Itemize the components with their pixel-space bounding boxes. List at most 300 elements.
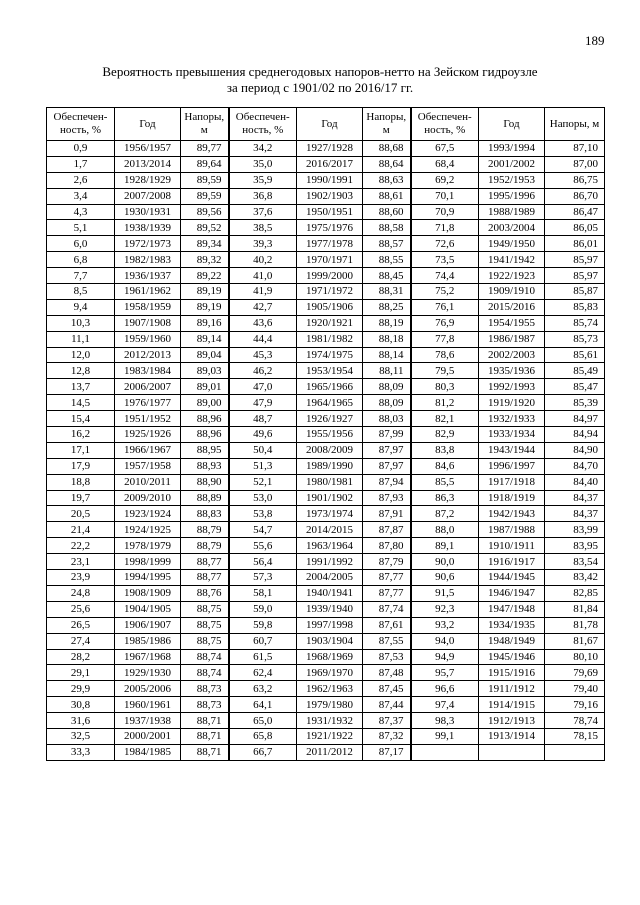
table-row	[47, 204, 605, 220]
cell-provision: 83,8	[411, 442, 479, 458]
cell-provision: 3,4	[47, 188, 115, 204]
cell-year: 1992/1993	[479, 379, 545, 395]
header-provision-3: Обеспечен-ность, %	[411, 108, 479, 141]
cell-head: 87,99	[363, 427, 411, 443]
cell-head: 88,63	[363, 172, 411, 188]
table-row	[47, 617, 605, 633]
table-row	[47, 188, 605, 204]
cell-head: 89,22	[181, 268, 229, 284]
cell-head: 88,61	[363, 188, 411, 204]
cell-provision: 56,4	[229, 554, 297, 570]
cell-year	[479, 744, 545, 760]
cell-head: 88,96	[181, 411, 229, 427]
cell-year: 2012/2013	[115, 347, 181, 363]
cell-provision: 39,3	[229, 236, 297, 252]
cell-year: 1923/1924	[115, 506, 181, 522]
cell-provision: 52,1	[229, 474, 297, 490]
table-row	[47, 506, 605, 522]
cell-head: 88,45	[363, 268, 411, 284]
cell-head: 85,47	[545, 379, 605, 395]
cell-provision: 25,6	[47, 601, 115, 617]
cell-year: 2016/2017	[297, 156, 363, 172]
cell-year: 1920/1921	[297, 315, 363, 331]
table-row	[47, 141, 605, 157]
table-row	[47, 236, 605, 252]
cell-provision: 10,3	[47, 315, 115, 331]
cell-provision: 89,1	[411, 538, 479, 554]
cell-head: 88,76	[181, 585, 229, 601]
cell-provision	[411, 744, 479, 760]
cell-head: 88,73	[181, 697, 229, 713]
cell-year: 1942/1943	[479, 506, 545, 522]
cell-provision: 12,8	[47, 363, 115, 379]
cell-year: 1915/1916	[479, 665, 545, 681]
cell-provision: 46,2	[229, 363, 297, 379]
cell-head: 84,94	[545, 427, 605, 443]
cell-head: 87,94	[363, 474, 411, 490]
cell-provision: 21,4	[47, 522, 115, 538]
cell-year: 2006/2007	[115, 379, 181, 395]
cell-provision: 82,1	[411, 411, 479, 427]
cell-head: 86,47	[545, 204, 605, 220]
cell-year: 1933/1934	[479, 427, 545, 443]
cell-head: 85,83	[545, 299, 605, 315]
cell-provision: 6,0	[47, 236, 115, 252]
cell-head: 88,77	[181, 554, 229, 570]
cell-head: 81,78	[545, 617, 605, 633]
cell-year: 1921/1922	[297, 728, 363, 744]
table-row	[47, 744, 605, 760]
cell-head: 88,83	[181, 506, 229, 522]
cell-head: 86,05	[545, 220, 605, 236]
cell-provision: 51,3	[229, 458, 297, 474]
cell-provision: 33,3	[47, 744, 115, 760]
cell-year: 1962/1963	[297, 681, 363, 697]
cell-provision: 24,8	[47, 585, 115, 601]
cell-provision: 35,9	[229, 172, 297, 188]
cell-year: 1984/1985	[115, 744, 181, 760]
cell-provision: 71,8	[411, 220, 479, 236]
cell-year: 2003/2004	[479, 220, 545, 236]
cell-year: 1957/1958	[115, 458, 181, 474]
cell-head: 88,75	[181, 601, 229, 617]
cell-year: 1939/1940	[297, 601, 363, 617]
cell-head: 89,00	[181, 395, 229, 411]
cell-provision: 50,4	[229, 442, 297, 458]
cell-provision: 88,0	[411, 522, 479, 538]
cell-year: 1909/1910	[479, 284, 545, 300]
cell-head: 89,04	[181, 347, 229, 363]
cell-provision: 45,3	[229, 347, 297, 363]
cell-head: 88,58	[363, 220, 411, 236]
cell-provision: 41,9	[229, 284, 297, 300]
cell-provision: 26,5	[47, 617, 115, 633]
cell-year: 1916/1917	[479, 554, 545, 570]
cell-head: 88,74	[181, 665, 229, 681]
cell-year: 1941/1942	[479, 252, 545, 268]
cell-head: 89,16	[181, 315, 229, 331]
cell-head: 78,74	[545, 713, 605, 729]
cell-year: 1930/1931	[115, 204, 181, 220]
table-row	[47, 728, 605, 744]
cell-year: 1993/1994	[479, 141, 545, 157]
cell-head: 83,95	[545, 538, 605, 554]
cell-head: 84,90	[545, 442, 605, 458]
cell-head: 88,75	[181, 633, 229, 649]
cell-head: 87,53	[363, 649, 411, 665]
table-row	[47, 347, 605, 363]
cell-year: 1973/1974	[297, 506, 363, 522]
cell-year: 1981/1982	[297, 331, 363, 347]
table-body	[47, 141, 605, 761]
cell-head: 88,79	[181, 538, 229, 554]
cell-provision: 57,3	[229, 570, 297, 586]
cell-head: 79,16	[545, 697, 605, 713]
cell-year: 1910/1911	[479, 538, 545, 554]
cell-head: 88,75	[181, 617, 229, 633]
cell-head: 84,97	[545, 411, 605, 427]
cell-head: 88,57	[363, 236, 411, 252]
cell-provision: 30,8	[47, 697, 115, 713]
cell-year: 1996/1997	[479, 458, 545, 474]
header-head-2: Напоры, м	[363, 108, 411, 141]
cell-head: 89,32	[181, 252, 229, 268]
table-row	[47, 697, 605, 713]
table-row	[47, 379, 605, 395]
table-row	[47, 585, 605, 601]
cell-year: 1964/1965	[297, 395, 363, 411]
cell-head: 85,73	[545, 331, 605, 347]
table-row	[47, 315, 605, 331]
cell-head: 87,97	[363, 458, 411, 474]
cell-head: 88,74	[181, 649, 229, 665]
cell-head: 86,75	[545, 172, 605, 188]
cell-provision: 13,7	[47, 379, 115, 395]
cell-provision: 29,1	[47, 665, 115, 681]
cell-head: 80,10	[545, 649, 605, 665]
cell-year: 1994/1995	[115, 570, 181, 586]
cell-year: 1913/1914	[479, 728, 545, 744]
cell-provision: 93,2	[411, 617, 479, 633]
title-line-1: Вероятность превышения среднегодовых напоров-нетто на Зейском гидроузле	[102, 64, 538, 79]
cell-year: 1928/1929	[115, 172, 181, 188]
cell-provision: 78,6	[411, 347, 479, 363]
cell-year: 1998/1999	[115, 554, 181, 570]
cell-head: 84,37	[545, 490, 605, 506]
cell-year: 1931/1932	[297, 713, 363, 729]
cell-year: 1965/1966	[297, 379, 363, 395]
table-row	[47, 570, 605, 586]
cell-year: 2010/2011	[115, 474, 181, 490]
cell-provision: 70,1	[411, 188, 479, 204]
cell-provision: 0,9	[47, 141, 115, 157]
cell-head: 89,03	[181, 363, 229, 379]
cell-year: 2007/2008	[115, 188, 181, 204]
cell-head: 87,48	[363, 665, 411, 681]
cell-head: 83,99	[545, 522, 605, 538]
cell-year: 1988/1989	[479, 204, 545, 220]
cell-year: 1958/1959	[115, 299, 181, 315]
cell-year: 1975/1976	[297, 220, 363, 236]
cell-year: 1966/1967	[115, 442, 181, 458]
cell-year: 1912/1913	[479, 713, 545, 729]
cell-provision: 91,5	[411, 585, 479, 601]
table-row	[47, 395, 605, 411]
cell-head: 88,71	[181, 728, 229, 744]
cell-head: 89,64	[181, 156, 229, 172]
cell-provision: 72,6	[411, 236, 479, 252]
cell-head: 85,97	[545, 268, 605, 284]
cell-provision: 97,4	[411, 697, 479, 713]
cell-head: 82,85	[545, 585, 605, 601]
cell-provision: 15,4	[47, 411, 115, 427]
cell-year: 1963/1964	[297, 538, 363, 554]
cell-provision: 2,6	[47, 172, 115, 188]
cell-year: 1959/1960	[115, 331, 181, 347]
cell-year: 1906/1907	[115, 617, 181, 633]
cell-year: 1968/1969	[297, 649, 363, 665]
cell-provision: 68,4	[411, 156, 479, 172]
cell-provision: 1,7	[47, 156, 115, 172]
cell-head: 87,10	[545, 141, 605, 157]
cell-year: 1901/1902	[297, 490, 363, 506]
cell-year: 1954/1955	[479, 315, 545, 331]
cell-provision: 80,3	[411, 379, 479, 395]
cell-year: 1945/1946	[479, 649, 545, 665]
cell-provision: 14,5	[47, 395, 115, 411]
cell-year: 1982/1983	[115, 252, 181, 268]
cell-head: 87,37	[363, 713, 411, 729]
cell-year: 1917/1918	[479, 474, 545, 490]
cell-head: 87,61	[363, 617, 411, 633]
cell-head: 88,09	[363, 379, 411, 395]
table-row	[47, 427, 605, 443]
cell-year: 1940/1941	[297, 585, 363, 601]
cell-head: 87,00	[545, 156, 605, 172]
cell-provision: 73,5	[411, 252, 479, 268]
cell-head: 88,96	[181, 427, 229, 443]
cell-year: 1907/1908	[115, 315, 181, 331]
cell-provision: 38,5	[229, 220, 297, 236]
cell-head: 88,14	[363, 347, 411, 363]
table-row	[47, 665, 605, 681]
cell-head: 83,42	[545, 570, 605, 586]
cell-provision: 77,8	[411, 331, 479, 347]
cell-year: 1951/1952	[115, 411, 181, 427]
cell-head: 87,79	[363, 554, 411, 570]
cell-head: 88,18	[363, 331, 411, 347]
cell-year: 1919/1920	[479, 395, 545, 411]
cell-provision: 7,7	[47, 268, 115, 284]
cell-provision: 66,7	[229, 744, 297, 760]
cell-year: 1946/1947	[479, 585, 545, 601]
table-row	[47, 442, 605, 458]
cell-year: 1903/1904	[297, 633, 363, 649]
table-row	[47, 156, 605, 172]
cell-provision: 67,5	[411, 141, 479, 157]
table-row	[47, 172, 605, 188]
cell-head: 89,01	[181, 379, 229, 395]
cell-year: 1969/1970	[297, 665, 363, 681]
cell-year: 1960/1961	[115, 697, 181, 713]
table-row	[47, 474, 605, 490]
cell-head: 81,84	[545, 601, 605, 617]
cell-provision: 58,1	[229, 585, 297, 601]
cell-head: 85,39	[545, 395, 605, 411]
cell-head: 86,01	[545, 236, 605, 252]
cell-provision: 53,0	[229, 490, 297, 506]
cell-year: 1948/1949	[479, 633, 545, 649]
header-year-1: Год	[115, 108, 181, 141]
cell-provision: 17,9	[47, 458, 115, 474]
cell-provision: 76,9	[411, 315, 479, 331]
cell-year: 2004/2005	[297, 570, 363, 586]
cell-year: 1908/1909	[115, 585, 181, 601]
cell-head: 85,49	[545, 363, 605, 379]
cell-year: 2000/2001	[115, 728, 181, 744]
cell-provision: 42,7	[229, 299, 297, 315]
table-row	[47, 220, 605, 236]
cell-year: 1971/1972	[297, 284, 363, 300]
cell-year: 2015/2016	[479, 299, 545, 315]
cell-year: 1997/1998	[297, 617, 363, 633]
cell-provision: 5,1	[47, 220, 115, 236]
cell-provision: 85,5	[411, 474, 479, 490]
table-row	[47, 299, 605, 315]
cell-head: 88,89	[181, 490, 229, 506]
cell-head: 88,11	[363, 363, 411, 379]
table-row	[47, 363, 605, 379]
table-row	[47, 649, 605, 665]
cell-year: 2014/2015	[297, 522, 363, 538]
cell-year: 1953/1954	[297, 363, 363, 379]
cell-head: 88,03	[363, 411, 411, 427]
cell-head: 87,77	[363, 570, 411, 586]
table-row	[47, 713, 605, 729]
cell-provision: 48,7	[229, 411, 297, 427]
cell-year: 1936/1937	[115, 268, 181, 284]
header-provision-1: Обеспечен-ность, %	[47, 108, 115, 141]
cell-year: 2001/2002	[479, 156, 545, 172]
cell-head: 84,37	[545, 506, 605, 522]
cell-provision: 27,4	[47, 633, 115, 649]
cell-head: 89,52	[181, 220, 229, 236]
cell-provision: 99,1	[411, 728, 479, 744]
cell-provision: 95,7	[411, 665, 479, 681]
cell-provision: 18,8	[47, 474, 115, 490]
cell-head: 87,87	[363, 522, 411, 538]
cell-head: 88,25	[363, 299, 411, 315]
cell-provision: 12,0	[47, 347, 115, 363]
cell-provision: 96,6	[411, 681, 479, 697]
cell-head: 88,71	[181, 713, 229, 729]
cell-head: 89,56	[181, 204, 229, 220]
cell-provision: 49,6	[229, 427, 297, 443]
cell-year: 1922/1923	[479, 268, 545, 284]
cell-provision: 54,7	[229, 522, 297, 538]
cell-provision: 55,6	[229, 538, 297, 554]
cell-head: 87,74	[363, 601, 411, 617]
cell-provision: 87,2	[411, 506, 479, 522]
cell-head: 87,97	[363, 442, 411, 458]
cell-provision: 81,2	[411, 395, 479, 411]
cell-provision: 29,9	[47, 681, 115, 697]
cell-year: 1976/1977	[115, 395, 181, 411]
cell-provision: 59,8	[229, 617, 297, 633]
table-header-row	[47, 108, 605, 141]
cell-provision: 70,9	[411, 204, 479, 220]
cell-provision: 63,2	[229, 681, 297, 697]
table-row	[47, 331, 605, 347]
cell-head: 89,14	[181, 331, 229, 347]
cell-provision: 28,2	[47, 649, 115, 665]
cell-head: 88,64	[363, 156, 411, 172]
cell-provision: 20,5	[47, 506, 115, 522]
title-line-2: за период с 1901/02 по 2016/17 гг.	[226, 80, 414, 95]
cell-year: 1937/1938	[115, 713, 181, 729]
cell-head: 84,40	[545, 474, 605, 490]
cell-provision: 62,4	[229, 665, 297, 681]
cell-year: 1970/1971	[297, 252, 363, 268]
cell-year: 1938/1939	[115, 220, 181, 236]
cell-year: 1980/1981	[297, 474, 363, 490]
cell-head: 88,09	[363, 395, 411, 411]
cell-provision: 6,8	[47, 252, 115, 268]
cell-provision: 31,6	[47, 713, 115, 729]
cell-year: 1944/1945	[479, 570, 545, 586]
cell-head: 85,97	[545, 252, 605, 268]
cell-provision: 90,0	[411, 554, 479, 570]
cell-provision: 16,2	[47, 427, 115, 443]
cell-year: 1974/1975	[297, 347, 363, 363]
cell-provision: 17,1	[47, 442, 115, 458]
cell-provision: 41,0	[229, 268, 297, 284]
cell-head: 85,61	[545, 347, 605, 363]
cell-year: 1904/1905	[115, 601, 181, 617]
cell-provision: 19,7	[47, 490, 115, 506]
cell-head: 78,15	[545, 728, 605, 744]
cell-head: 88,68	[363, 141, 411, 157]
cell-year: 1990/1991	[297, 172, 363, 188]
cell-head: 87,93	[363, 490, 411, 506]
cell-head: 87,44	[363, 697, 411, 713]
cell-year: 1943/1944	[479, 442, 545, 458]
header-head-3: Напоры, м	[545, 108, 605, 141]
table-row	[47, 411, 605, 427]
cell-year: 1934/1935	[479, 617, 545, 633]
cell-provision: 32,5	[47, 728, 115, 744]
cell-head	[545, 744, 605, 760]
cell-provision: 9,4	[47, 299, 115, 315]
cell-year: 1914/1915	[479, 697, 545, 713]
table-row	[47, 681, 605, 697]
cell-provision: 8,5	[47, 284, 115, 300]
cell-year: 1924/1925	[115, 522, 181, 538]
cell-head: 81,67	[545, 633, 605, 649]
cell-year: 1927/1928	[297, 141, 363, 157]
cell-year: 1989/1990	[297, 458, 363, 474]
cell-year: 1929/1930	[115, 665, 181, 681]
cell-provision: 11,1	[47, 331, 115, 347]
cell-provision: 53,8	[229, 506, 297, 522]
cell-head: 87,80	[363, 538, 411, 554]
cell-year: 1902/1903	[297, 188, 363, 204]
cell-head: 87,55	[363, 633, 411, 649]
table-row	[47, 458, 605, 474]
cell-year: 1925/1926	[115, 427, 181, 443]
cell-year: 1949/1950	[479, 236, 545, 252]
cell-provision: 94,9	[411, 649, 479, 665]
